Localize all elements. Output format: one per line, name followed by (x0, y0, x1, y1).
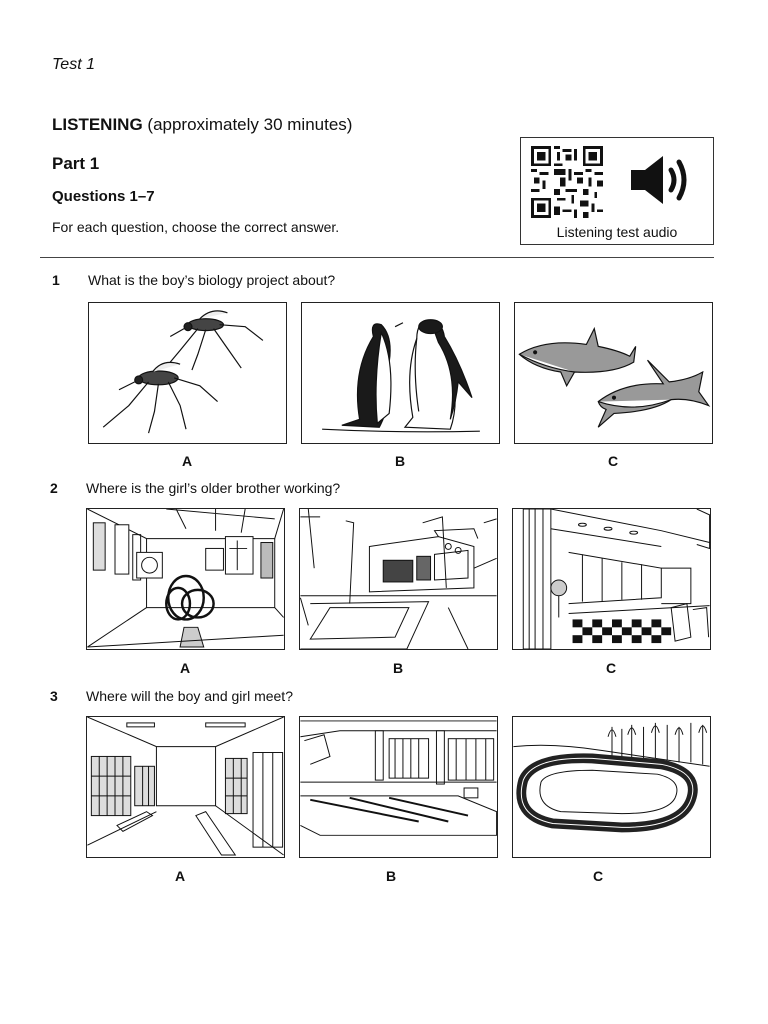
option-image-running-track[interactable] (512, 716, 711, 858)
speaker-icon[interactable] (627, 152, 693, 208)
question-number: 2 (50, 480, 58, 496)
option-label[interactable]: A (181, 453, 193, 469)
option-label[interactable]: B (392, 660, 404, 676)
option-image-hotel-lobby[interactable] (512, 508, 711, 650)
option-image-penguins[interactable] (301, 302, 500, 444)
question-text: What is the boy’s biology project about? (88, 272, 336, 288)
changing-room-illustration (87, 717, 284, 857)
section-heading (52, 115, 352, 135)
lobby-illustration (513, 509, 710, 649)
divider (40, 257, 714, 258)
track-illustration (513, 717, 710, 857)
option-label[interactable]: C (592, 868, 604, 884)
audio-link-box[interactable] (520, 137, 714, 245)
option-label[interactable]: C (607, 453, 619, 469)
option-label[interactable]: A (179, 660, 191, 676)
mosquito-illustration (89, 303, 286, 443)
section-duration: (approximately 30 minutes) (147, 115, 353, 134)
penguin-illustration (302, 303, 499, 443)
option-label[interactable]: C (605, 660, 617, 676)
question-number: 3 (50, 688, 58, 704)
gallery-illustration (87, 509, 284, 649)
part-heading: Part 1 (52, 154, 100, 173)
question-text: Where is the girl’s older brother working? (86, 480, 341, 496)
instruction-text: For each question, choose the correct answer. (52, 219, 340, 235)
option-image-changing-room[interactable] (86, 716, 285, 858)
question-range: Questions 1–7 (52, 188, 155, 205)
pool-illustration (300, 717, 497, 857)
test-label: Test 1 (52, 56, 95, 73)
sports-centre-illustration (300, 509, 497, 649)
option-label[interactable]: A (174, 868, 186, 884)
option-image-art-gallery[interactable] (86, 508, 285, 650)
question-text: Where will the boy and girl meet? (86, 688, 293, 704)
section-title: LISTENING (52, 115, 143, 134)
option-image-sharks[interactable] (514, 302, 713, 444)
question-number: 1 (52, 272, 60, 288)
option-image-mosquitoes[interactable] (88, 302, 287, 444)
audio-caption[interactable]: Listening test audio (556, 224, 678, 240)
qr-code[interactable] (531, 146, 603, 218)
option-label[interactable]: B (385, 868, 397, 884)
option-image-swimming-pool[interactable] (299, 716, 498, 858)
option-image-sports-centre[interactable] (299, 508, 498, 650)
shark-illustration (515, 303, 712, 443)
option-label[interactable]: B (394, 453, 406, 469)
